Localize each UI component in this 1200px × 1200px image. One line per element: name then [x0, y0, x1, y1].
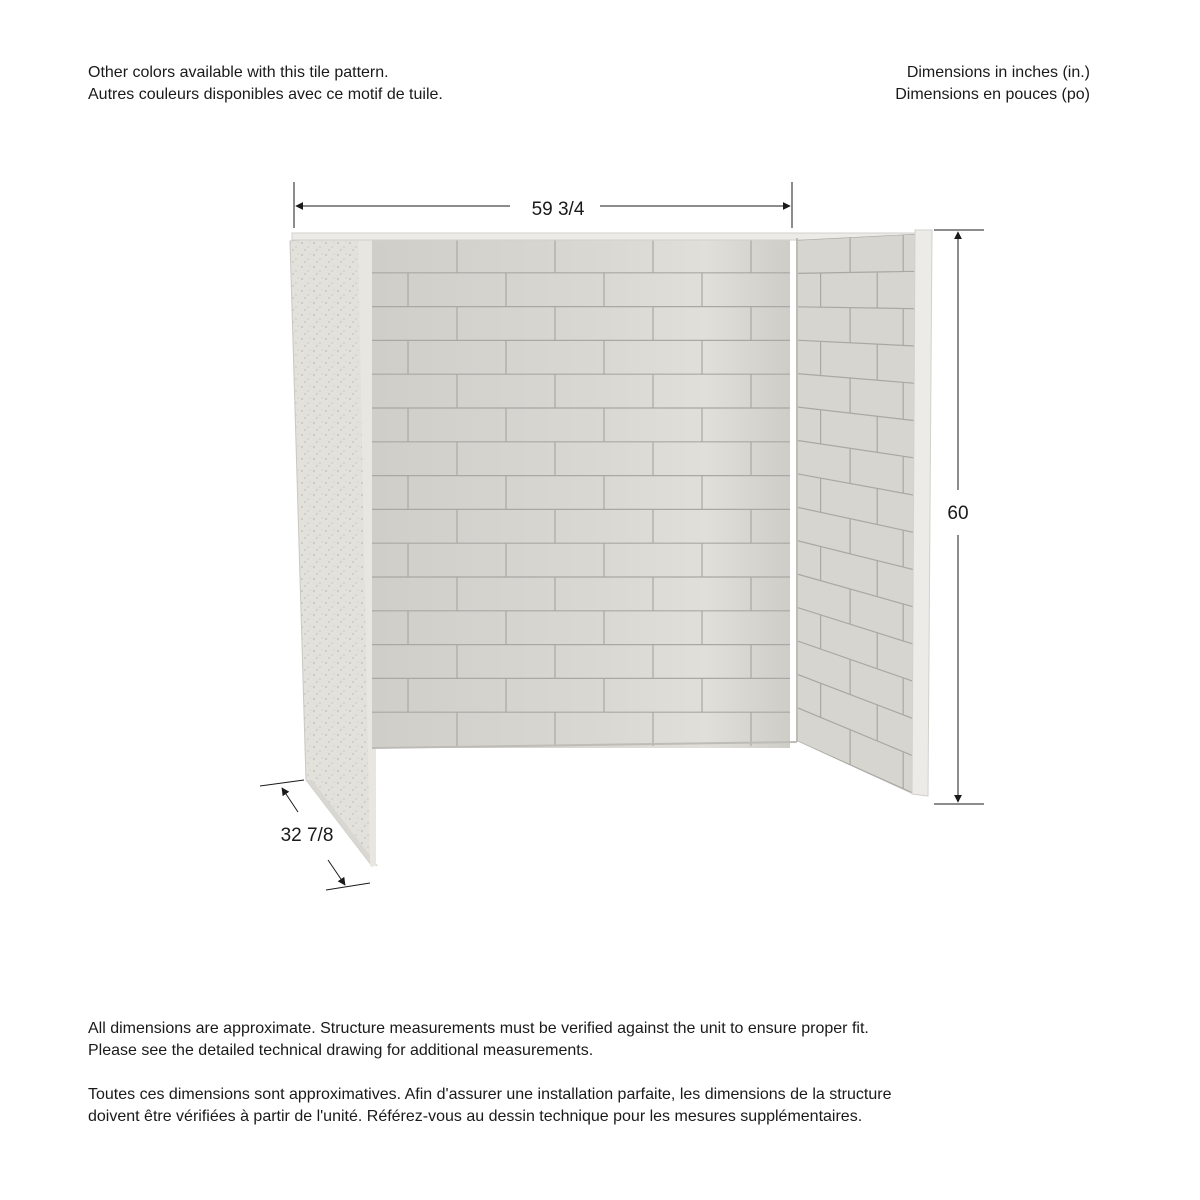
- depth-label: 32 7/8: [280, 825, 334, 846]
- disclaimer-en-line-1: All dimensions are approximate. Structure measurements must be verified against the unit to ensure proper fit.: [88, 1020, 869, 1037]
- depth-arrow-bottom: [328, 860, 345, 885]
- width-label: 59 3/4: [531, 199, 585, 220]
- disclaimer-fr-line-2: doivent être vérifiées à partir de l'unité. Référez-vous au dessin technique pour les mesures supplémentaires.: [88, 1108, 863, 1125]
- depth-arrow-top: [282, 788, 298, 812]
- height-label: 60: [947, 503, 969, 524]
- depth-extension-top: [260, 780, 304, 786]
- availability-note-fr: Autres couleurs disponibles avec ce motif de tuile.: [88, 86, 443, 103]
- back-wall: [372, 239, 790, 748]
- right-side-wall: [797, 230, 932, 796]
- width-dimension: [294, 182, 792, 228]
- disclaimer-fr-line-1: Toutes ces dimensions sont approximatives. Afin d'assurer une installation parfaite, les dimensions de la structure: [88, 1086, 892, 1103]
- height-dimension: [934, 230, 984, 804]
- units-note-en: Dimensions in inches (in.): [906, 64, 1090, 81]
- units-note-fr: Dimensions en pouces (po): [895, 86, 1090, 103]
- disclaimer: [88, 1018, 1128, 1128]
- disclaimer-en-line-2: Please see the detailed technical drawing for additional measurements.: [88, 1042, 594, 1059]
- depth-extension-bottom: [326, 883, 370, 890]
- availability-note-en: Other colors available with this tile pattern.: [88, 64, 389, 81]
- left-side-panel: [290, 233, 378, 866]
